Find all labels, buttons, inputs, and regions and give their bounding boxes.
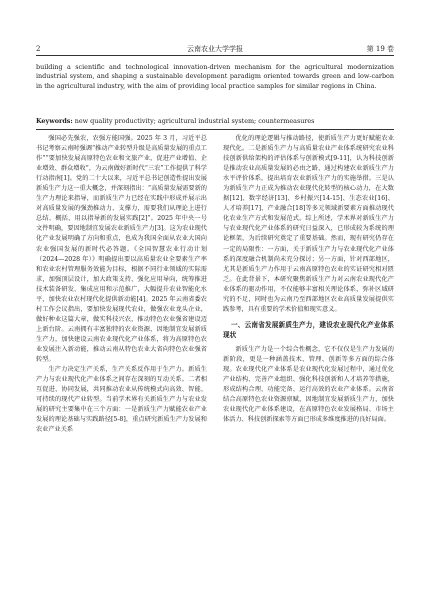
body-paragraph: 生产力决定生产关系，生产关系反作用于生产力。新质生产力与农业现代化产业体系之间存在深刻的互动关系。二者相互促进、协同发展，共同推动农业从传统模式向高效、智能、可持续的现代产业转型。当前学术界有关新质生产力与农业发展的研究主要集中在三个方面：一是新质生产力赋能农业产业发展的理论基础与实践路径[5-8]，重点研究新质生产力发展和农业产业关系 [36,366,207,434]
right-column [223,134,394,425]
header-rule [36,55,394,56]
page-number: 2 [36,45,41,53]
body-paragraph: 优化的理论逻辑与推动路径，使新质生产力更好赋能农业现代化。二是新质生产力与高质量农业产业体系统研究农业科技创新供给架构的评估体系与创新模式[9-11]，认为科技创新是推动农业高质量发展的必由之路，通过构建农业新质生产力水平评价体系，提出培育农业新质生产力的实施举措。三是认为新质生产力正成为推动农业现代化转型的核心动力，在大数据[12]、数字经济[13]、乡村振兴[14-15]、生态农业[16]、人才培养[17]、产业融合[18]等多元领域新要素方面推动现代化农业生产方式和发展范式。综上所述，学术界对新质生产力与农业现代化产业体系的研究日益深入，已形成较为系统的理论框架，为后续研究奠定了重要基础。然而，现有研究仍存在一定的局限性：一方面，关于新质生产力与农业现代化产业体系的深度融合机制尚未充分探讨；另一方面，针对西部地区，尤其是新质生产力作用于云南高原特色农业的实证研究相对匮乏。在此背景下，本研究聚焦新质生产力对云南农业现代化产业体系的驱动作用，不仅能够丰富相关理论体系，弥补区域研究的不足，同时也为云南乃至西部地区农业高质量发展提供实践参考，具有重要的学术价值和现实意义。 [223,135,394,313]
volume-label: 第 19 卷 [366,45,394,53]
body-paragraph: 新质生产力是一个综合性概念，它不仅仅是生产力发展的新阶段，更是一种涵盖技术、管理、创新等多方面的综合体现。农业现代化产业体系是农业现代化发展过程中，通过优化产业结构、完善产业组织、强化科技创新和人才培养等措施，形成结构合理、功能完备、运行高效的农业产业体系。云南省结合高原特色农业资源禀赋，因地制宜发展新质生产力，加快农业现代化产业体系建设，在高原特色农业发展格局、市场主体活力、科技创新探索等方面已形成多维度推进的良好局面。 [223,345,394,424]
running-header [36,43,394,55]
keywords-label: Keywords: [36,117,73,125]
abstract-text: building a scientific and technological innovation-driven mechanism for the agricultural modernization industrial system, and shaping a sustainable development paradigm oriented towards green and low-carbon in the agricultural industry, with the aim of providing local practice samples for similar regions in China. [36,63,394,90]
body-paragraph: 强国必先强农，农强方能国强。2025 年 3 月，习近平总书记考察云南时强调“推动产业转型升级是高质量发展的重点工作”“要加快发展高原特色农业和文旅产业，促进产业增值、企业增效、群众增收”，为云南做好新时代“三农”工作提供了科学行动指南[1]。党的二十大以来，习近平总书记创造性提出发展新质生产力这一重大概念，并深刻指出：“高质量发展需要新的生产力理论来指导，而新质生产力已经在实践中形成并展示出对高质量发展的强劲推动力、支撑力，需要我们从理论上进行总结、概括，用以指导新的发展实践[2]”。2025 年中央一号文件明确，要因地制宜发展农业新质生产力[3]。这为农业现代化产业发展明确了方向和重点，也成为我国全面从农业大国向农业强国发展的新时代必答题。《全国智慧农业行动计划（2024—2028 年）》明确提出要以高质量农业全要素生产率和农业农村管理服务效能为目标，根据不同行业领域的实际需求，加强顶层设计，加大政策支持、强化应用导向，统筹推进技术装备研发、集成应用和示范推广，大幅提升农业智能化水平，加快农业农村现代化提供新动能[4]。2025 年云南省委农村工作会议指出，要加快发展现代农业，做强农业龙头企业，做好种业这篇大章，做实科技兴农，推动特色农业强省建设迈上新台阶。云南拥有丰富独特的农业资源，因地制宜发展新质生产力，加快建设云南农业现代化产业体系，将为高原特色农业发展注入新动能，推动云南从特色农业大省向特色农业强省转型。 [36,135,207,364]
abstract-rule [36,129,394,130]
left-column [36,134,207,435]
keywords-line [36,117,394,126]
keywords-text: new quality productivity; agricultural industrial system; countermeasures [72,117,315,125]
section-heading: 一、云南省发展新质生产力，建设农业现代化产业体系现状 [223,320,394,339]
journal-title: 云南农业大学学报 [187,45,243,53]
